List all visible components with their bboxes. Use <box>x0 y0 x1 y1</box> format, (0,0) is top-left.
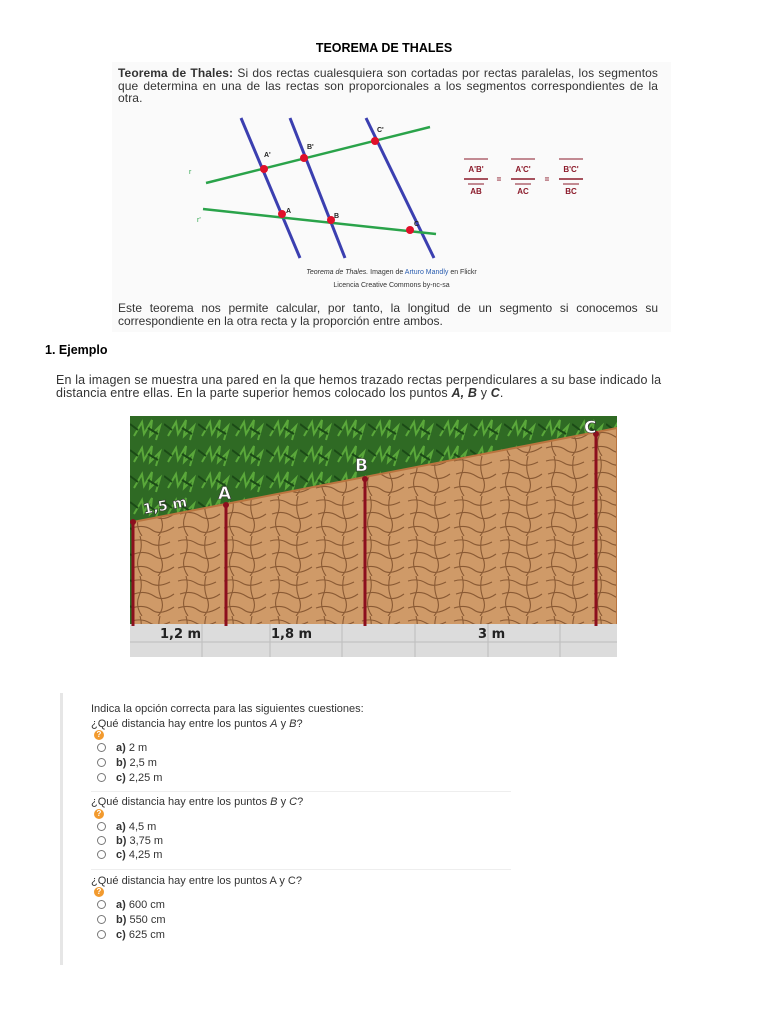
question-3: ¿Qué distancia hay entre los puntos A y C? <box>91 875 302 887</box>
example-text-body: En la imagen se muestra una pared en la que hemos trazado rectas perpendiculares a su base indicado la distancia entre ellas. En la parte superior hemos colocado los puntos <box>56 373 662 400</box>
question-2 <box>91 796 303 808</box>
ratio-1-den: AB <box>470 187 482 196</box>
example-conj: y <box>477 385 491 400</box>
point-a <box>278 210 286 218</box>
quiz-instruction: Indica la opción correcta para las siguientes cuestiones: <box>91 703 364 715</box>
question-1-point-2: B <box>289 718 297 730</box>
label-r: r <box>189 169 192 176</box>
option-letter: c) <box>116 929 126 941</box>
wall-point-b: B <box>355 456 368 476</box>
point-c-prime <box>371 137 379 145</box>
point-b-ref: B <box>467 385 478 400</box>
question-2-point-1: B <box>270 796 278 808</box>
option-text: 2,5 m <box>126 757 157 769</box>
option-3c[interactable] <box>97 929 165 941</box>
radio-button[interactable] <box>97 930 106 939</box>
base-label-1: 1,2 m <box>160 627 202 642</box>
label-b-prime: B' <box>307 144 314 151</box>
question-1 <box>91 718 303 730</box>
quiz-border <box>60 693 63 965</box>
option-2b[interactable] <box>97 835 163 847</box>
point-c-ref: C <box>490 385 500 400</box>
equals-2: = <box>544 175 550 184</box>
label-r2: r' <box>197 217 201 224</box>
ratio-2-num: A'C' <box>515 165 531 174</box>
radio-button[interactable] <box>97 822 106 831</box>
question-2-end: ? <box>297 796 304 808</box>
option-text: 4,25 m <box>125 849 163 861</box>
hint-icon[interactable]: ? <box>94 887 104 897</box>
author-link[interactable]: Arturo Mandly <box>404 269 449 276</box>
thales-diagram <box>178 112 598 272</box>
radio-button[interactable] <box>97 773 106 782</box>
option-text: 2 m <box>125 742 148 754</box>
question-1-text: ¿Qué distancia hay entre los puntos <box>91 718 271 730</box>
base-label-2: 1,8 m <box>271 627 313 642</box>
option-letter: a) <box>116 821 126 833</box>
question-2-conj: y <box>277 796 290 808</box>
option-text: 4,5 m <box>125 821 157 833</box>
point-a-prime <box>260 165 268 173</box>
ratio-3-den: BC <box>565 187 577 196</box>
radio-button[interactable] <box>97 915 106 924</box>
option-2c[interactable] <box>97 849 162 861</box>
radio-button[interactable] <box>97 743 106 752</box>
transversal-r2 <box>203 209 436 234</box>
option-letter: b) <box>116 835 127 847</box>
option-3a[interactable] <box>97 899 165 911</box>
radio-button[interactable] <box>97 758 106 767</box>
floor-tiles <box>130 624 617 657</box>
theorem-definition <box>118 67 658 105</box>
question-2-text: ¿Qué distancia hay entre los puntos <box>91 796 271 808</box>
parallel-line-1 <box>241 118 300 258</box>
label-c-prime: C' <box>377 127 384 134</box>
ratio-equation <box>464 159 583 196</box>
option-text: 2,25 m <box>125 772 163 784</box>
theorem-usage-text: Este teorema nos permite calcular, por tanto, la longitud de un segmento si conocemos su correspondiente en la otra recta y la proporción entre ambos. <box>118 301 658 328</box>
example-text <box>56 374 696 399</box>
label-b: B <box>334 213 340 220</box>
option-text: 625 cm <box>125 929 165 941</box>
option-letter: c) <box>116 849 126 861</box>
radio-button[interactable] <box>97 850 106 859</box>
parallel-line-2 <box>290 118 345 258</box>
option-text: 550 cm <box>126 914 166 926</box>
option-letter: b) <box>116 914 127 926</box>
theorem-text: Si dos rectas cualesquiera son cortadas por rectas paralelas, los segmentos que determina en una de las rectas son proporcionales a los segmentos correspondientes de la otra. <box>118 66 658 105</box>
option-2a[interactable] <box>97 821 156 833</box>
radio-button[interactable] <box>97 900 106 909</box>
point-a-ref: A, <box>451 385 465 400</box>
point-c <box>406 226 414 234</box>
divider <box>91 869 511 870</box>
wall-point-a: A <box>218 484 232 504</box>
divider <box>91 791 511 792</box>
point-b-prime <box>300 154 308 162</box>
option-1b[interactable] <box>97 757 157 769</box>
option-text: 600 cm <box>125 899 165 911</box>
theorem-term: Teorema de Thales: <box>118 66 234 80</box>
caption-mid: Imagen de <box>368 269 405 276</box>
option-letter: a) <box>116 899 126 911</box>
license-caption: Licencia Creative Commons by-nc-sa <box>333 282 450 289</box>
question-1-conj: y <box>277 718 290 730</box>
hint-icon[interactable]: ? <box>94 809 104 819</box>
option-text: 3,75 m <box>126 835 164 847</box>
ratio-3-num: B'C' <box>563 165 579 174</box>
label-a-prime: A' <box>264 152 271 159</box>
question-1-end: ? <box>296 718 303 730</box>
example-heading: 1. Ejemplo <box>45 343 108 357</box>
wall-illustration <box>130 416 617 657</box>
option-letter: b) <box>116 757 127 769</box>
base-label-3: 3 m <box>478 627 506 642</box>
image-caption <box>112 269 671 276</box>
equals-1: = <box>496 175 502 184</box>
post-b-top <box>362 476 368 482</box>
hint-icon[interactable]: ? <box>94 730 104 740</box>
option-letter: a) <box>116 742 126 754</box>
option-3b[interactable] <box>97 914 166 926</box>
ratio-2-den: AC <box>517 187 529 196</box>
example-period: . <box>499 385 504 400</box>
question-1-point-1: A <box>270 718 278 730</box>
radio-button[interactable] <box>97 836 106 845</box>
caption-title: Teorema de Thales. <box>306 269 369 276</box>
transversal-r <box>206 127 430 183</box>
label-c: C <box>414 221 420 228</box>
label-a: A <box>286 208 292 215</box>
option-letter: c) <box>116 772 126 784</box>
ratio-1-num: A'B' <box>468 165 484 174</box>
option-1c[interactable] <box>97 772 162 784</box>
wall-point-c: C <box>584 418 597 438</box>
wall-height-label: 1,5 m <box>141 494 189 518</box>
question-2-point-2: C <box>289 796 298 808</box>
option-1a[interactable] <box>97 742 147 754</box>
document-title: TEOREMA DE THALES <box>315 41 453 55</box>
caption-end: en Flickr <box>448 269 477 276</box>
post-left-top <box>130 519 136 525</box>
